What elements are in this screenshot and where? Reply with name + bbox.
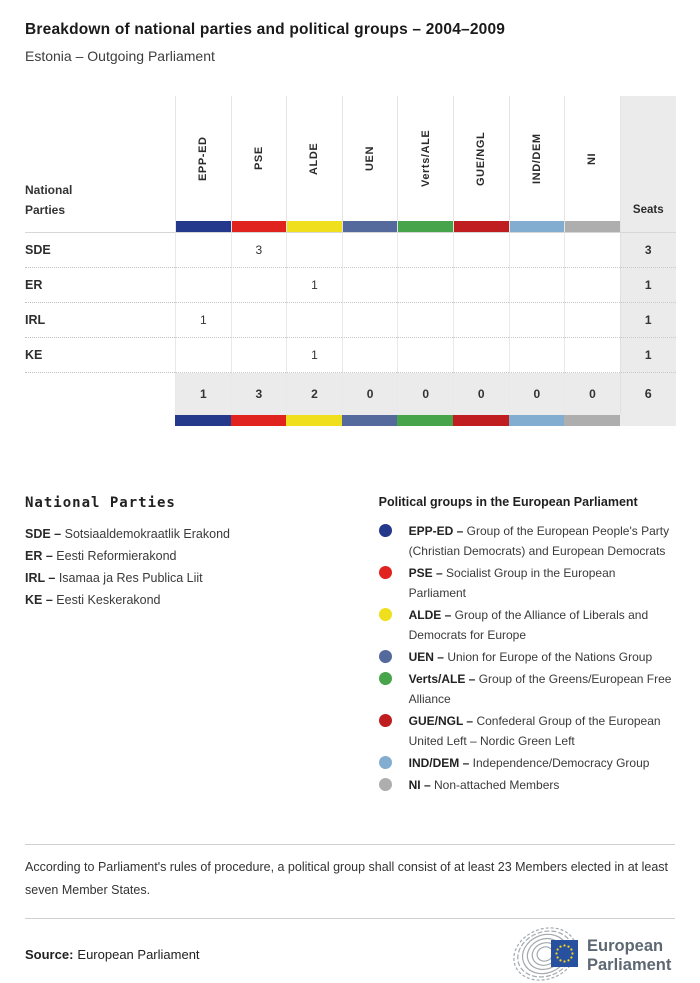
column-header-label: ALDE — [308, 142, 321, 175]
legend-item-uen: UEN – Union for Europe of the Nations Group — [379, 647, 675, 667]
table-cell — [564, 268, 620, 303]
row-header-line1: National — [25, 183, 73, 197]
seats-table — [25, 96, 676, 426]
ind-dem-color-dot — [379, 756, 392, 769]
table-row-label-ke: KE — [25, 338, 175, 373]
legend-item-ke: KE – Eesti Keskerakond — [25, 593, 161, 607]
source-label: Source: — [25, 946, 74, 962]
table-cell: 1 — [286, 338, 342, 373]
table-cell — [509, 303, 565, 338]
table-cell — [564, 338, 620, 373]
logo-text-line1: European — [587, 937, 664, 955]
group-color-bar — [509, 415, 565, 426]
legend-item-sde: SDE – Sotsiaaldemokraatlik Erakond — [25, 527, 230, 541]
group-color-bar — [564, 415, 620, 426]
table-row-label-er: ER — [25, 268, 175, 303]
table-cell — [509, 338, 565, 373]
seats-column-footer — [620, 415, 676, 426]
national-parties-legend — [25, 495, 379, 797]
column-header-ni — [564, 96, 620, 233]
totals-cell: 1 — [175, 373, 231, 415]
totals-seats-cell: 6 — [620, 373, 676, 415]
column-header-label: NI — [586, 152, 599, 165]
table-cell — [342, 268, 398, 303]
eu-flag-icon — [551, 940, 578, 967]
table-cell: 3 — [231, 233, 287, 268]
column-header-label: PSE — [252, 146, 265, 171]
legend-item-gue-ngl: GUE/NGL – Confederal Group of the European United Left – Nordic Green Left — [379, 711, 675, 751]
legend-item-epp-ed: EPP-ED – Group of the European People's Party (Christian Democrats) and European Democrats — [379, 521, 675, 561]
group-color-bar — [176, 221, 231, 232]
table-cell — [342, 303, 398, 338]
group-color-bar — [175, 415, 231, 426]
national-parties-legend-list — [25, 528, 379, 607]
table-cell — [175, 338, 231, 373]
political-groups-legend-list — [379, 521, 675, 795]
alde-color-dot — [379, 608, 392, 621]
page-title: Breakdown of national parties and political groups – 2004–2009 — [25, 21, 506, 38]
group-color-bar — [453, 415, 509, 426]
totals-cell: 0 — [397, 373, 453, 415]
table-cell: 1 — [286, 268, 342, 303]
row-header-label — [25, 96, 175, 233]
column-header-verts-ale — [397, 96, 453, 233]
table-cell — [564, 303, 620, 338]
table-cell — [342, 233, 398, 268]
group-color-bar — [343, 221, 398, 232]
source-text — [25, 947, 200, 962]
table-cell — [397, 233, 453, 268]
legend-item-alde: ALDE – Group of the Alliance of Liberals and Democrats for Europe — [379, 605, 675, 645]
group-color-bar — [286, 415, 342, 426]
table-cell — [286, 303, 342, 338]
totals-cell: 0 — [342, 373, 398, 415]
column-header-label: GUE/NGL — [475, 131, 488, 186]
ni-color-dot — [379, 778, 392, 791]
source-value: European Parliament — [77, 946, 200, 962]
table-cell: 1 — [175, 303, 231, 338]
column-header-label: EPP-ED — [197, 136, 210, 181]
table-cell — [342, 338, 398, 373]
page-subtitle: Estonia – Outgoing Parliament — [25, 48, 215, 64]
seats-cell: 1 — [620, 303, 676, 338]
table-row-label-irl: IRL — [25, 303, 175, 338]
table-cell — [397, 268, 453, 303]
table-cell — [231, 303, 287, 338]
totals-cell: 0 — [453, 373, 509, 415]
column-header-epp-ed — [175, 96, 231, 233]
column-header-ind-dem — [509, 96, 565, 233]
verts-ale-color-dot — [379, 672, 392, 685]
totals-cell: 0 — [509, 373, 565, 415]
seats-cell: 3 — [620, 233, 676, 268]
column-header-pse — [231, 96, 287, 233]
source-row — [25, 925, 675, 983]
column-header-gue-ngl — [453, 96, 509, 233]
table-row-label-sde: SDE — [25, 233, 175, 268]
group-color-bar — [232, 221, 287, 232]
table-cell — [175, 233, 231, 268]
legend-item-ind-dem: IND/DEM – Independence/Democracy Group — [379, 753, 675, 773]
logo-text-line2: Parliament — [587, 956, 672, 974]
legend-item-irl: IRL – Isamaa ja Res Publica Liit — [25, 571, 203, 585]
legend-item-er: ER – Eesti Reformierakond — [25, 549, 177, 563]
table-cell — [286, 233, 342, 268]
column-header-label: UEN — [364, 145, 377, 172]
seats-cell: 1 — [620, 268, 676, 303]
totals-cell: 2 — [286, 373, 342, 415]
totals-cell: 0 — [564, 373, 620, 415]
group-color-bar — [342, 415, 398, 426]
totals-cell: 3 — [231, 373, 287, 415]
table-cell — [231, 338, 287, 373]
group-color-bar — [287, 221, 342, 232]
legend-item-pse: PSE – Socialist Group in the European Parliament — [379, 563, 675, 603]
table-cell — [453, 303, 509, 338]
epp-ed-color-dot — [379, 524, 392, 537]
column-header-seats: Seats — [620, 96, 676, 233]
legend-item-verts-ale: Verts/ALE – Group of the Greens/European Free Alliance — [379, 669, 675, 709]
group-color-bar — [398, 221, 453, 232]
table-cell — [397, 303, 453, 338]
gue-ngl-color-dot — [379, 714, 392, 727]
column-header-label: Verts/ALE — [419, 129, 432, 188]
legend-item-ni: NI – Non-attached Members — [379, 775, 675, 795]
european-parliament-logo — [515, 927, 675, 981]
table-cell — [509, 233, 565, 268]
table-cell — [231, 268, 287, 303]
column-header-label: IND/DEM — [530, 133, 543, 184]
political-groups-legend — [379, 495, 675, 797]
bottom-bar-spacer — [25, 415, 175, 426]
table-cell — [564, 233, 620, 268]
national-parties-legend-heading: National Parties — [25, 495, 176, 511]
table-cell — [175, 268, 231, 303]
footnote: According to Parliament's rules of procedure, a political group shall consist of at least 23 Members elected in at least seven Member States. — [25, 844, 675, 919]
row-header-line2: Parties — [25, 203, 66, 217]
table-cell — [453, 268, 509, 303]
table-cell — [509, 268, 565, 303]
column-header-uen — [342, 96, 398, 233]
totals-row-label — [25, 373, 175, 415]
seats-cell: 1 — [620, 338, 676, 373]
group-color-bar — [565, 221, 620, 232]
group-color-bar — [454, 221, 509, 232]
group-color-bar — [510, 221, 565, 232]
uen-color-dot — [379, 650, 392, 663]
table-cell — [453, 338, 509, 373]
legend-section — [25, 495, 675, 797]
pse-color-dot — [379, 566, 392, 579]
group-color-bar — [231, 415, 287, 426]
table-cell — [453, 233, 509, 268]
group-color-bar — [397, 415, 453, 426]
column-header-alde — [286, 96, 342, 233]
political-groups-legend-heading: Political groups in the European Parliament — [378, 495, 638, 509]
table-cell — [397, 338, 453, 373]
